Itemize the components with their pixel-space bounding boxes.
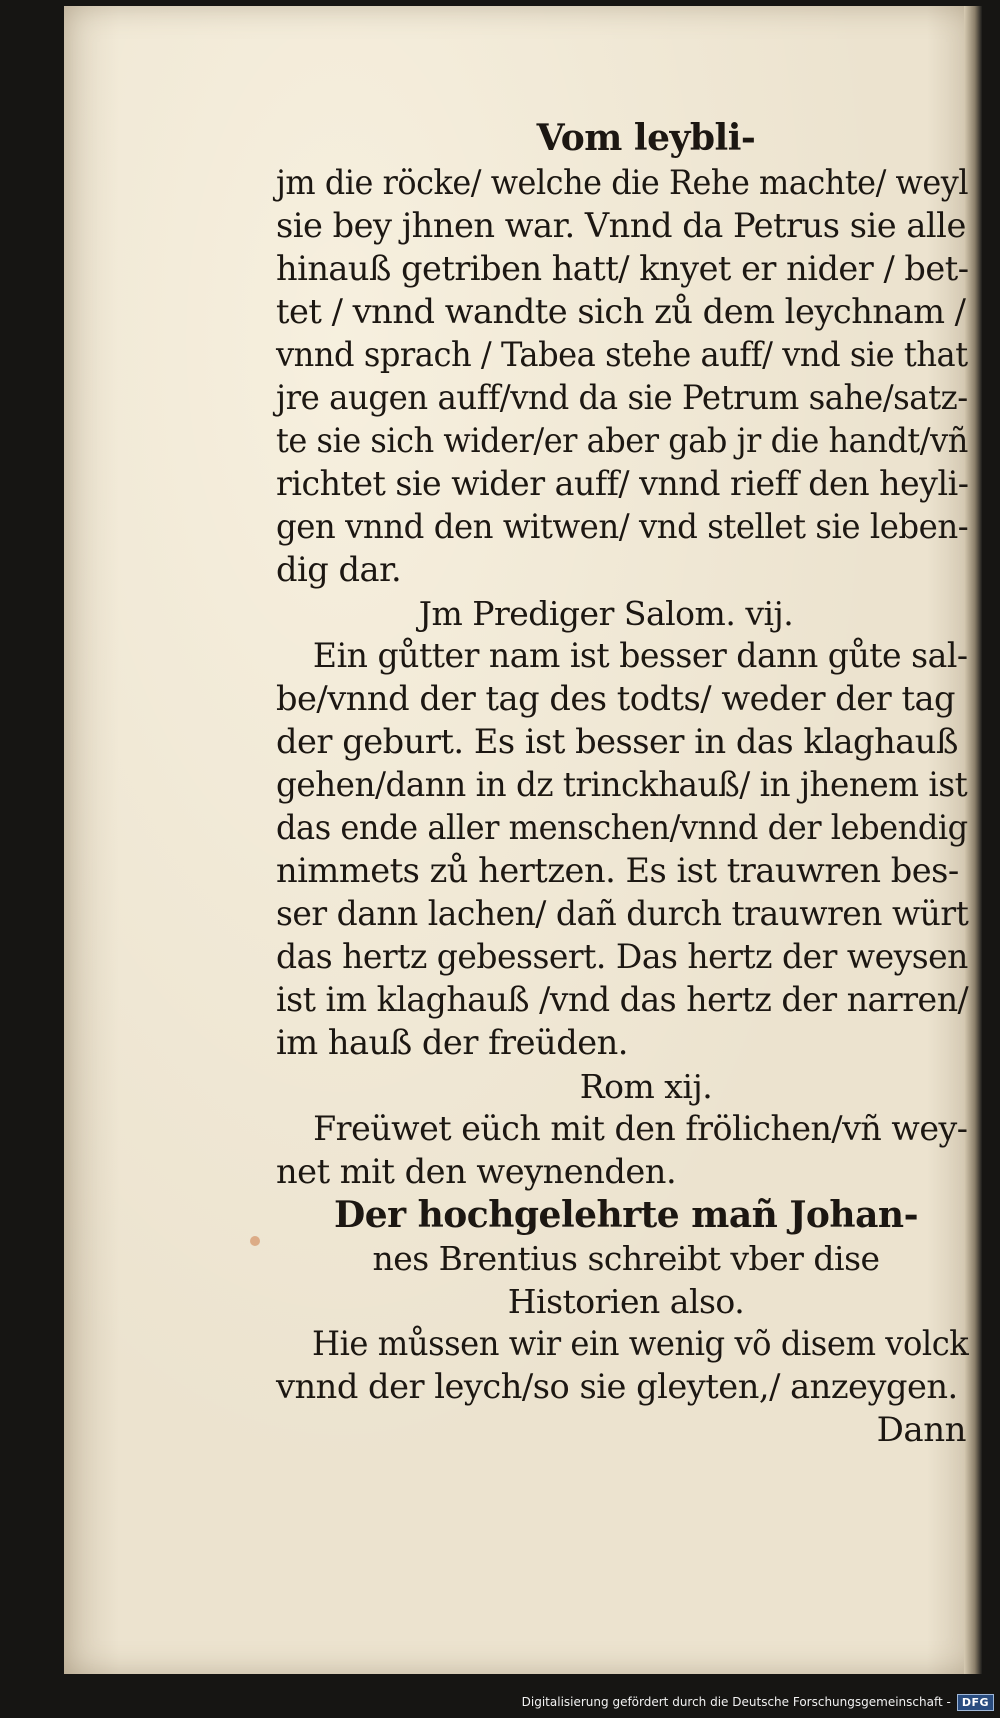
ink-stain	[250, 1236, 260, 1246]
text-line: dig dar.	[276, 550, 402, 590]
text-line: der geburt. Es ist besser in das klaghauß	[276, 722, 958, 762]
text-line: Ein gůtter nam ist besser dann gůte sal-	[312, 636, 968, 676]
text-line: hinauß getriben hatt/ knyet er nider / bet-	[276, 249, 969, 289]
text-line: jm die röcke/ welche die Rehe machte/ weyl	[276, 163, 969, 203]
section-heading: nes Brentius schreibt vber dise	[372, 1239, 880, 1278]
text-line: te sie sich wider/er aber gab jr die handt/vñ	[276, 421, 968, 461]
text-line: sie bey jhnen war. Vnnd da Petrus sie alle	[276, 206, 966, 246]
text-line: be/vnnd der tag des todts/ weder der tag	[276, 679, 956, 719]
section-heading: Der hochgelehrte mañ Johan-	[333, 1194, 919, 1236]
page-text	[276, 114, 976, 1452]
text-line: richtet sie wider auff/ vnnd rieff den heyli-	[276, 464, 969, 504]
text-line: ser dann lachen/ dañ durch trauwren würt	[276, 894, 969, 934]
text-line: Freüwet eüch mit den frölichen/vñ wey-	[313, 1109, 968, 1149]
funding-footer	[522, 1690, 994, 1714]
section-heading: Rom xij.	[579, 1067, 713, 1106]
text-line: Hie můssen wir ein wenig võ disem volck	[311, 1324, 969, 1364]
text-line: net mit den weynenden.	[276, 1152, 677, 1192]
text-line: das ende aller menschen/vnnd der lebendig	[276, 808, 968, 848]
section-heading: Historien also.	[507, 1282, 745, 1321]
text-line: jre augen auff/vnd da sie Petrum sahe/satz-	[276, 378, 968, 418]
section-heading: Jm Prediger Salom. vij.	[418, 594, 794, 633]
text-line: ist im klaghauß /vnd das hertz der narren/	[276, 980, 969, 1020]
text-line: vnnd sprach / Tabea stehe auff/ vnd sie that	[276, 335, 968, 375]
text-line: im hauß der freüden.	[276, 1023, 628, 1063]
dfg-logo: DFG	[957, 1694, 994, 1711]
catchword: Dann	[876, 1410, 966, 1450]
text-line: tet / vnnd wandte sich zů dem leychnam /	[276, 292, 966, 332]
text-line: vnnd der leych/so sie gleyten,/ anzeygen.	[276, 1367, 958, 1407]
text-line: nimmets zů hertzen. Es ist trauwren bes-	[276, 851, 959, 891]
text-line: das hertz gebessert. Das hertz der weysen	[276, 937, 968, 977]
book-page	[64, 6, 982, 1674]
text-line: gen vnnd den witwen/ vnd stellet sie leben-	[276, 507, 969, 547]
text-line: gehen/dann in dz trinckhauß/ in jhenem ist	[276, 765, 968, 805]
running-header: Vom leybli-	[536, 117, 756, 159]
footer-text: Digitalisierung gefördert durch die Deutsche Forschungsgemeinschaft -	[521, 1695, 951, 1709]
